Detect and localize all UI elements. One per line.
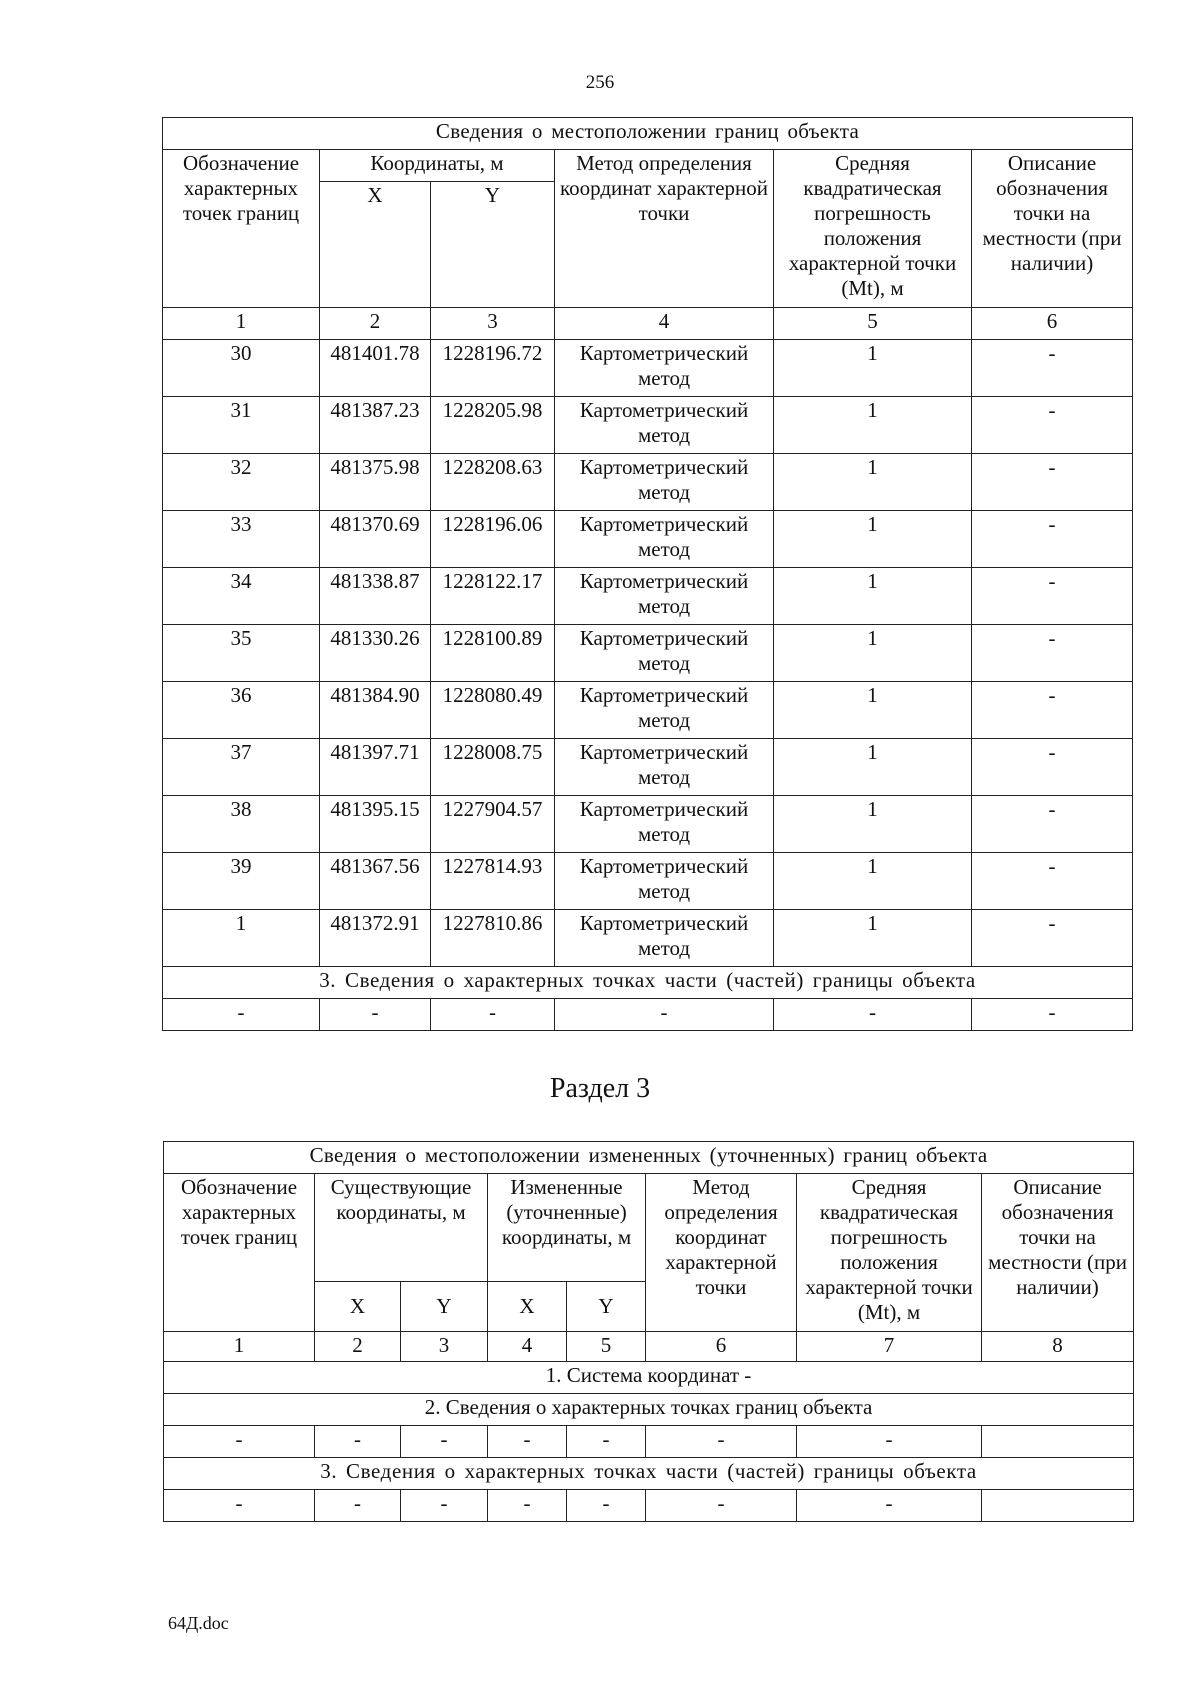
cell-empty: - — [972, 999, 1133, 1031]
cell-method: Картометрический метод — [555, 739, 774, 796]
table-row — [163, 796, 1133, 853]
table-title: Сведения о местоположении измененных (уточненных) границ объекта — [164, 1142, 1134, 1174]
page-number: 256 — [585, 72, 615, 93]
cell-method: Картометрический метод — [555, 682, 774, 739]
col-num: 1 — [163, 308, 320, 340]
cell-error: 1 — [774, 568, 972, 625]
cell-point: 34 — [163, 568, 320, 625]
cell-description: - — [972, 397, 1133, 454]
cell-method: Картометрический метод — [555, 340, 774, 397]
table-row — [163, 682, 1133, 739]
cell-x: 481367.56 — [320, 853, 431, 910]
cell-empty: - — [797, 1490, 982, 1522]
col-num: 3 — [431, 308, 555, 340]
cell-empty — [982, 1426, 1134, 1458]
cell-description: - — [972, 568, 1133, 625]
cell-empty: - — [646, 1426, 797, 1458]
cell-empty: - — [488, 1426, 567, 1458]
cell-method: Картометрический метод — [555, 454, 774, 511]
cell-description: - — [972, 625, 1133, 682]
cell-point: 31 — [163, 397, 320, 454]
cell-empty: - — [164, 1426, 315, 1458]
cell-point: 37 — [163, 739, 320, 796]
col-num: 4 — [488, 1332, 567, 1362]
col-num: 5 — [774, 308, 972, 340]
header-changed-coordinates: Измененные (уточненные) координаты, м — [488, 1174, 646, 1282]
cell-empty: - — [315, 1490, 401, 1522]
table-row — [163, 739, 1133, 796]
table-row — [163, 910, 1133, 967]
table-title: Сведения о местоположении границ объекта — [163, 118, 1133, 150]
cell-description: - — [972, 796, 1133, 853]
col-num: 2 — [320, 308, 431, 340]
cell-x: 481401.78 — [320, 340, 431, 397]
changed-boundary-table — [163, 1141, 1134, 1522]
cell-method: Картометрический метод — [555, 568, 774, 625]
cell-y: 1228080.49 — [431, 682, 555, 739]
cell-error: 1 — [774, 853, 972, 910]
col-num: 4 — [555, 308, 774, 340]
cell-method: Картометрический метод — [555, 397, 774, 454]
table-row — [163, 340, 1133, 397]
column-number-row — [164, 1332, 1134, 1362]
cell-point: 32 — [163, 454, 320, 511]
cell-method: Картометрический метод — [555, 853, 774, 910]
table-row — [163, 853, 1133, 910]
section3-label: 3. Сведения о характерных точках части (частей) границы объекта — [163, 967, 1133, 999]
cell-x: 481375.98 — [320, 454, 431, 511]
cell-point: 30 — [163, 340, 320, 397]
header-x: X — [315, 1282, 401, 1332]
cell-description: - — [972, 682, 1133, 739]
table-row — [163, 625, 1133, 682]
cell-y: 1228205.98 — [431, 397, 555, 454]
cell-empty: - — [315, 1426, 401, 1458]
header-y: Y — [567, 1282, 646, 1332]
header-x: X — [320, 182, 431, 308]
cell-y: 1227904.57 — [431, 796, 555, 853]
table-row — [163, 511, 1133, 568]
col-num: 6 — [646, 1332, 797, 1362]
boundary-location-table — [162, 117, 1133, 1031]
header-y: Y — [431, 182, 555, 308]
cell-x: 481384.90 — [320, 682, 431, 739]
cell-description: - — [972, 739, 1133, 796]
cell-y: 1228208.63 — [431, 454, 555, 511]
cell-error: 1 — [774, 910, 972, 967]
coordinate-system-label: 1. Система координат - — [164, 1362, 1134, 1394]
cell-error: 1 — [774, 397, 972, 454]
col-num: 1 — [164, 1332, 315, 1362]
cell-y: 1228196.72 — [431, 340, 555, 397]
cell-empty — [982, 1490, 1134, 1522]
col-num: 5 — [567, 1332, 646, 1362]
cell-error: 1 — [774, 340, 972, 397]
points-label: 2. Сведения о характерных точках границ объекта — [164, 1394, 1134, 1426]
col-num: 6 — [972, 308, 1133, 340]
cell-empty: - — [567, 1426, 646, 1458]
header-description: Описание обозначения точки на местности (при наличии) — [972, 150, 1133, 308]
column-number-row — [163, 308, 1133, 340]
col-num: 3 — [401, 1332, 488, 1362]
cell-error: 1 — [774, 739, 972, 796]
cell-point: 35 — [163, 625, 320, 682]
cell-x: 481338.87 — [320, 568, 431, 625]
table-row — [163, 454, 1133, 511]
parts-label: 3. Сведения о характерных точках части (частей) границы объекта — [164, 1458, 1134, 1490]
cell-method: Картометрический метод — [555, 511, 774, 568]
header-y: Y — [401, 1282, 488, 1332]
table-row — [163, 568, 1133, 625]
header-existing-coordinates: Существующие координаты, м — [315, 1174, 488, 1282]
cell-description: - — [972, 340, 1133, 397]
header-error: Средняя квадратическая погрешность положения характерной точки (Mt), м — [797, 1174, 982, 1332]
cell-error: 1 — [774, 796, 972, 853]
header-designation: Обозначение характерных точек границ — [164, 1174, 315, 1332]
cell-empty: - — [320, 999, 431, 1031]
header-method: Метод определения координат характерной точки — [555, 150, 774, 308]
header-designation: Обозначение характерных точек границ — [163, 150, 320, 308]
cell-point: 38 — [163, 796, 320, 853]
cell-error: 1 — [774, 682, 972, 739]
header-x: X — [488, 1282, 567, 1332]
cell-y: 1228100.89 — [431, 625, 555, 682]
cell-empty: - — [488, 1490, 567, 1522]
cell-error: 1 — [774, 511, 972, 568]
header-description: Описание обозначения точки на местности (при наличии) — [982, 1174, 1134, 1332]
table-row — [163, 999, 1133, 1031]
cell-empty: - — [164, 1490, 315, 1522]
cell-empty: - — [163, 999, 320, 1031]
cell-empty: - — [774, 999, 972, 1031]
header-error: Средняя квадратическая погрешность положения характерной точки (Mt), м — [774, 150, 972, 308]
cell-point: 39 — [163, 853, 320, 910]
footer-filename: 64Д.doc — [168, 1613, 229, 1633]
header-method: Метод определения координат характерной точки — [646, 1174, 797, 1332]
cell-y: 1228008.75 — [431, 739, 555, 796]
cell-description: - — [972, 454, 1133, 511]
cell-x: 481372.91 — [320, 910, 431, 967]
cell-x: 481330.26 — [320, 625, 431, 682]
cell-y: 1228122.17 — [431, 568, 555, 625]
table-row — [164, 1490, 1134, 1522]
cell-method: Картометрический метод — [555, 625, 774, 682]
col-num: 7 — [797, 1332, 982, 1362]
cell-x: 481397.71 — [320, 739, 431, 796]
cell-description: - — [972, 511, 1133, 568]
cell-point: 1 — [163, 910, 320, 967]
cell-x: 481370.69 — [320, 511, 431, 568]
cell-empty: - — [401, 1490, 488, 1522]
table-row — [163, 397, 1133, 454]
cell-method: Картометрический метод — [555, 796, 774, 853]
section-heading: Раздел 3 — [549, 1073, 651, 1104]
cell-y: 1228196.06 — [431, 511, 555, 568]
col-num: 2 — [315, 1332, 401, 1362]
cell-point: 36 — [163, 682, 320, 739]
cell-empty: - — [555, 999, 774, 1031]
cell-y: 1227810.86 — [431, 910, 555, 967]
cell-point: 33 — [163, 511, 320, 568]
cell-method: Картометрический метод — [555, 910, 774, 967]
cell-description: - — [972, 853, 1133, 910]
col-num: 8 — [982, 1332, 1134, 1362]
cell-empty: - — [401, 1426, 488, 1458]
cell-x: 481387.23 — [320, 397, 431, 454]
cell-empty: - — [797, 1426, 982, 1458]
header-coordinates: Координаты, м — [320, 150, 555, 182]
cell-description: - — [972, 910, 1133, 967]
cell-empty: - — [431, 999, 555, 1031]
cell-error: 1 — [774, 625, 972, 682]
table-row — [164, 1426, 1134, 1458]
cell-error: 1 — [774, 454, 972, 511]
cell-y: 1227814.93 — [431, 853, 555, 910]
cell-empty: - — [646, 1490, 797, 1522]
cell-empty: - — [567, 1490, 646, 1522]
cell-x: 481395.15 — [320, 796, 431, 853]
